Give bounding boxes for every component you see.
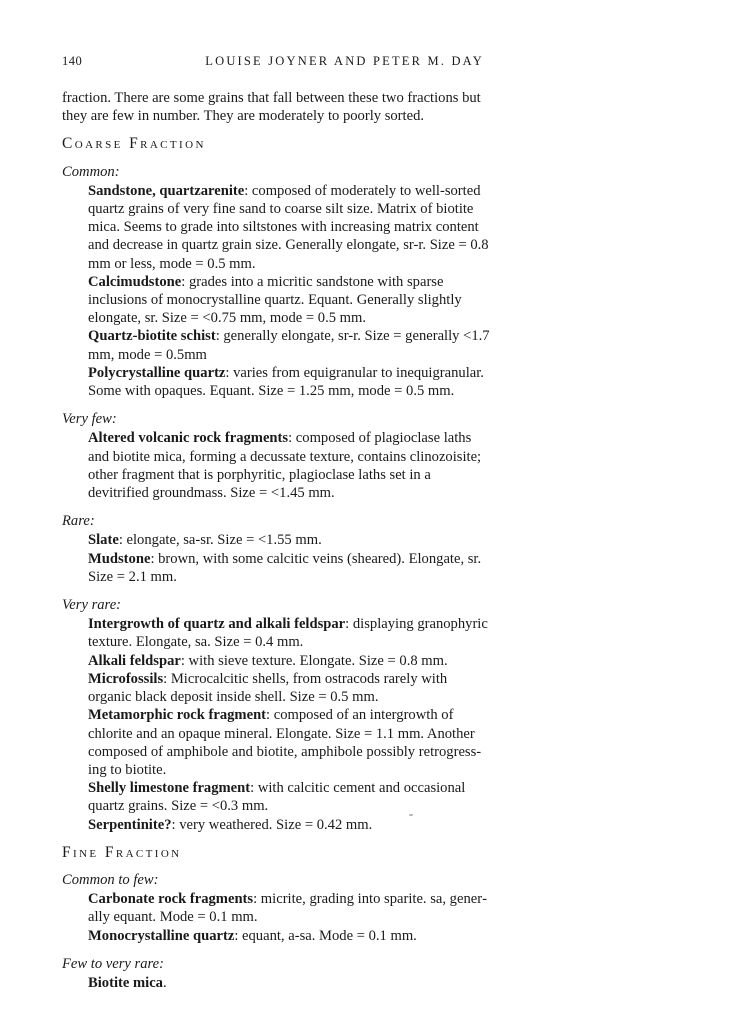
- rock-group: [62, 512, 492, 586]
- rock-group: [62, 871, 492, 945]
- fabric-entry: [88, 550, 492, 586]
- entry-term: Monocrystalline quartz: [88, 927, 235, 944]
- fine-fraction-section: [62, 844, 492, 992]
- fabric-entry: [88, 273, 492, 328]
- fabric-entry: [88, 974, 492, 992]
- fabric-entry: [88, 327, 492, 363]
- entry-description: : elongate, sa-sr. Size = <1.55 mm.: [118, 532, 322, 549]
- entry-term: Carbonate rock fragments: [88, 891, 254, 908]
- entry-term: Mudstone: [88, 550, 151, 567]
- fabric-entry: [88, 531, 492, 549]
- entry-description: : composed of an intergrowth of chlorite and an opaque mineral. Elongate. Size = 1.1 mm. Another composed of amphibole and biotite, amphibole possibly retrogressing to biotite.: [88, 707, 482, 778]
- entry-description: : Microcalcitic shells, from ostracods rarely with organic black deposit inside shell. Size = 0.5 mm.: [88, 670, 448, 706]
- entry-term: Polycrystalline quartz: [88, 364, 226, 381]
- group-label: Few to very rare:: [62, 955, 164, 972]
- fabric-entry: [88, 652, 492, 670]
- fabric-entry: [88, 615, 492, 651]
- fabric-entry: [88, 816, 492, 834]
- scan-speck: [409, 814, 413, 816]
- fine-fraction-heading: Fine Fraction: [62, 843, 182, 861]
- fabric-entry: [88, 182, 492, 273]
- coarse-groups: [62, 163, 492, 834]
- entry-description: : grades into a micritic sandstone with sparse inclusions of monocrystalline quartz. Equant. Generally slightly elongate, sr. Size = <0.75 mm, mode = 0.5 mm.: [88, 273, 462, 327]
- rock-group: [62, 410, 492, 502]
- entry-term: Metamorphic rock fragment: [88, 707, 267, 724]
- entry-description: : generally elongate, sr-r. Size = generally <1.7 mm, mode = 0.5mm: [88, 328, 490, 363]
- running-head-authors: LOUISE JOYNER AND PETER M. DAY: [205, 54, 484, 68]
- fabric-entry: [88, 927, 492, 945]
- fabric-entry: [88, 706, 492, 779]
- coarse-fraction-heading: Coarse Fraction: [62, 135, 206, 153]
- entry-term: Slate: [88, 532, 119, 549]
- entry-description: : with calcitic cement and occasional quartz grains. Size = <0.3 mm.: [88, 780, 466, 815]
- page-content: [62, 89, 492, 1002]
- rock-group: [62, 596, 492, 834]
- intro-paragraph: fraction. There are some grains that fall between these two fractions but they are few in number. They are moderately to poorly sorted.: [62, 90, 481, 125]
- group-label: Very rare:: [62, 597, 122, 614]
- entry-description: : with sieve texture. Elongate. Size = 0.8 mm.: [180, 652, 448, 669]
- group-label: Common:: [62, 163, 120, 180]
- rock-group: [62, 163, 492, 401]
- entry-term: Calcimudstone: [88, 273, 182, 290]
- entry-term: Biotite mica: [88, 974, 163, 991]
- fabric-entry: [88, 364, 492, 400]
- page-number: 140: [62, 54, 83, 68]
- fabric-entry: [88, 890, 492, 926]
- entry-term: Intergrowth of quartz and alkali feldspar: [88, 616, 346, 633]
- entry-term: Quartz-biotite schist: [88, 328, 216, 345]
- entry-term: Alkali feldspar: [88, 652, 181, 669]
- rock-group: [62, 955, 492, 992]
- entry-term: Microfossils: [88, 670, 164, 687]
- entry-description: : composed of moderately to well-sorted quartz grains of very fine sand to coarse silt size. Matrix of biotite mica. Seems to grade into siltstones with increasing matrix content and decrease in quartz grain size. Generally elongate, sr-r. Size = 0.8 mm or less, mode = 0.5 mm.: [88, 182, 489, 272]
- entry-description: : varies from equigranular to inequigranular. Some with opaques. Equant. Size = 1.25 mm, mode = 0.5 mm.: [88, 364, 484, 400]
- fabric-entry: [88, 429, 492, 502]
- entry-description: : equant, a-sa. Mode = 0.1 mm.: [234, 927, 417, 944]
- entry-term: Shelly limestone fragment: [88, 780, 251, 797]
- fine-groups: [62, 871, 492, 992]
- entry-term: Sandstone, quartzarenite: [88, 182, 245, 199]
- entry-description: : micrite, grading into sparite. sa, generally equant. Mode = 0.1 mm.: [88, 891, 487, 926]
- entry-term: Serpentinite?: [88, 816, 172, 833]
- group-label: Rare:: [62, 513, 95, 530]
- group-label: Very few:: [62, 411, 117, 428]
- entry-description: : displaying granophyric texture. Elongate, sa. Size = 0.4 mm.: [88, 616, 488, 651]
- fabric-entry: [88, 670, 492, 706]
- coarse-fraction-section: [62, 135, 492, 833]
- fabric-entry: [88, 779, 492, 815]
- entry-term: Altered volcanic rock fragments: [88, 430, 289, 447]
- entry-description: .: [162, 974, 167, 991]
- entry-description: : composed of plagioclase laths and biotite mica, forming a decussate texture, contains clinozoisite; other fragment that is porphyritic, plagioclase laths set in a devitrified groundmass. Size = <1.45 mm.: [88, 430, 482, 502]
- entry-description: : brown, with some calcitic veins (sheared). Elongate, sr. Size = 2.1 mm.: [88, 550, 482, 585]
- group-label: Common to few:: [62, 871, 159, 888]
- entry-description: : very weathered. Size = 0.42 mm.: [171, 816, 373, 833]
